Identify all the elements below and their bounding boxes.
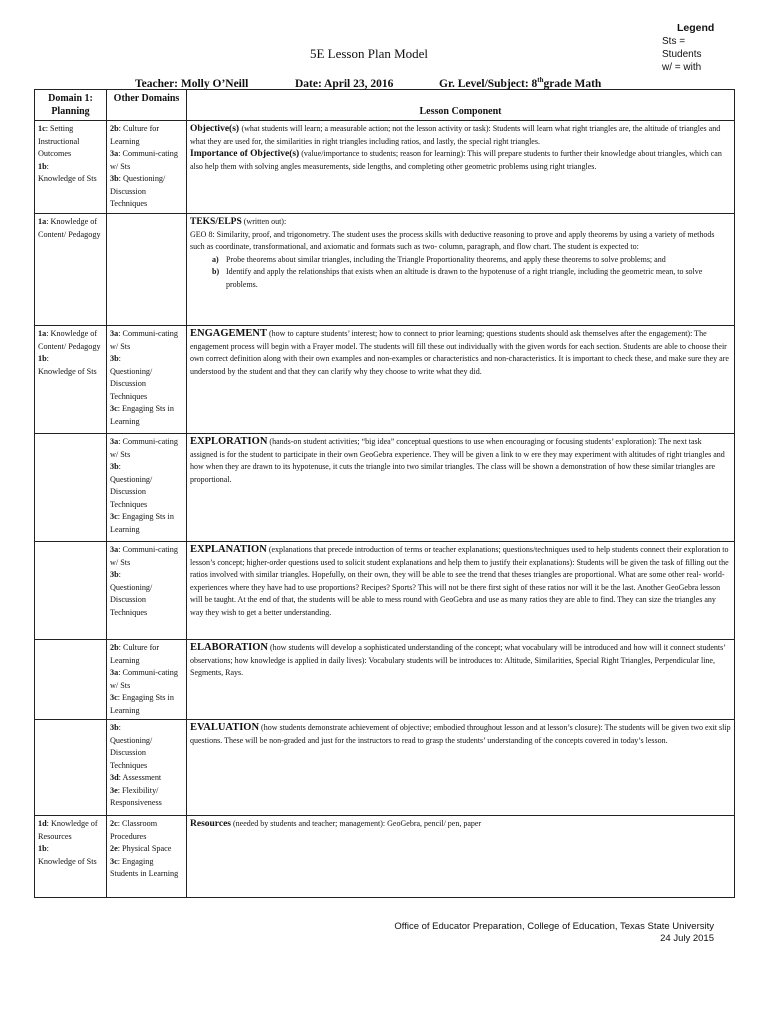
planning-domain-entry xyxy=(38,173,103,186)
exploration-description: (hands-on student activities; “big idea” conceptual questions to use when encouraging or focusing students’ exploration): xyxy=(267,437,657,446)
lesson-plan-table xyxy=(34,89,735,898)
domain-code: 3b xyxy=(110,723,119,732)
domains-cell xyxy=(107,542,187,640)
planning-cell xyxy=(35,640,107,720)
domain-code: 3a xyxy=(110,545,119,554)
importance-heading: Importance of Objective(s) xyxy=(190,149,300,159)
planning-domain-entry xyxy=(38,818,103,843)
domain-text: : Communi-cating w/ Sts xyxy=(110,329,178,351)
elaboration-text: Vocabulary students will be introduces to: Altitude, Similarities, Special Right Triangles, Perpendicular line, Segments, Rays. xyxy=(190,655,715,677)
planning-domain-entry xyxy=(38,161,103,174)
other-domain-entry xyxy=(110,366,183,404)
row-engagement xyxy=(35,326,735,434)
domain-text: : xyxy=(118,462,121,471)
teks-cell xyxy=(187,214,735,326)
planning-domain-entry xyxy=(38,216,103,241)
teks-heading: TEKS/ELPS xyxy=(190,217,242,227)
resources-text: GeoGebra, pencil/ pen, paper xyxy=(385,819,482,828)
other-domain-entry xyxy=(110,461,183,474)
domain-code: 3a xyxy=(110,329,119,338)
elaboration-cell xyxy=(187,640,735,720)
column-header-planning: Domain 1: Planning xyxy=(35,90,107,121)
planning-domain-entry xyxy=(38,328,103,353)
domain-text: : Questioning/ Discussion Techniques xyxy=(110,174,166,208)
domain-code: 2b xyxy=(110,124,119,133)
other-domain-entry xyxy=(110,403,183,428)
planning-domain-entry xyxy=(38,843,103,856)
other-domain-entry xyxy=(110,544,183,569)
evaluation-text: The students will be given two exit slip questions. These will be non-graded and just for the instructors to read to grasp the students’ understanding of the concepts covered in today’s lesson. xyxy=(190,723,731,745)
lesson-date: Date: April 23, 2016 xyxy=(295,77,394,90)
explanation-text: Students will be given the task of filling out the ratios involved with similar triangles. Hopefully, on their own, they will be able to see the trend that theses triangles are proportional. What are some other real- world- experiences where they have had to use proportions? Recipes? Sports? This will not be there first sight of these ratios nor will it be the last. Another GeoGebra lesson will be taught. At the end of that, the students will be able to mess round with GeoGebra and use as many ratios they are able to find. They can size the triangles any way they wish to get a better understanding. xyxy=(190,557,729,617)
domain-text: Knowledge of Sts xyxy=(38,856,97,866)
planning-cell xyxy=(35,326,107,434)
exploration-heading: EXPLORATION xyxy=(190,436,268,447)
exploration-text: The next task assigned is for the student to participate in their own GeoGebra experience. They will be given a link to w ere they may experiment with altitudes of right triangles and how when they are drawn to its hypotenuse, it cuts the triangle into two similar triangles. The class will be shown a demonstration of how these similar triangles are proportional. xyxy=(190,437,725,484)
planning-cell xyxy=(35,121,107,214)
domains-cell xyxy=(107,816,187,898)
teks-text: GEO 8: Similarity, proof, and trigonometry. The student uses the process skills with deductive reasoning to prove and apply theorems by using a variety of methods such as coordinate, transformational, and axiomatic and formats such as two- column, paragraph, and flow chart. The student is expected to: xyxy=(190,229,715,251)
domain-code: 1c xyxy=(38,124,46,133)
elaboration-heading: ELABORATION xyxy=(190,642,268,653)
domain-text: : Culture for Learning xyxy=(110,124,160,146)
grade-level xyxy=(439,76,601,90)
other-domain-entry xyxy=(110,569,183,582)
domain-text: : Knowledge of Content/ Pedagogy xyxy=(38,329,101,351)
teacher-name: Teacher: Molly O’Neill xyxy=(135,77,249,90)
domain-code: 3a xyxy=(110,437,119,446)
domain-code: 1b xyxy=(38,844,47,853)
other-domain-entry xyxy=(110,173,183,211)
domain-code: 3e xyxy=(110,785,118,795)
domain-code: 1a xyxy=(38,217,47,226)
domain-code: 2c xyxy=(110,819,118,828)
other-domain-entry xyxy=(110,843,183,856)
domain-text: : Engaging Students in Learning xyxy=(110,856,179,878)
explanation-heading: EXPLANATION xyxy=(190,544,267,555)
grade-suffix: grade Math xyxy=(543,77,602,90)
domain-text: : Communi-cating w/ Sts xyxy=(110,437,178,459)
grade-prefix: Gr. Level/Subject: 8 xyxy=(439,77,538,90)
evaluation-cell xyxy=(187,720,735,816)
objective-description: (what students will learn; a measurable action; not the lesson activity or task): xyxy=(241,124,491,133)
teks-item-marker: a) xyxy=(212,254,219,264)
domain-text: Questioning/ Discussion Techniques xyxy=(110,582,153,617)
footer-date: 24 July 2015 xyxy=(660,933,714,944)
domain-code: 3b xyxy=(110,570,119,579)
domain-code: 3d xyxy=(110,773,119,782)
teks-item-text: Identify and apply the relationships that exists when an altitude is drawn to the hypotenuse of a right triangle, including the geometric mean, to solve problems. xyxy=(226,267,703,289)
domain-text: : xyxy=(118,570,121,579)
teks-item-marker: b) xyxy=(212,267,220,276)
other-domain-entry xyxy=(110,328,183,353)
domain-text: : Communi-cating w/ Sts xyxy=(110,668,178,690)
domain-code: 3c xyxy=(110,512,118,521)
domain-text: Questioning/ Discussion Techniques xyxy=(110,366,153,401)
column-header-other-domains: Other Domains xyxy=(107,90,187,121)
domain-code: 1d xyxy=(38,819,47,828)
domain-text: : xyxy=(118,723,121,732)
domain-text: : Communi-cating w/ Sts xyxy=(110,545,178,567)
domains-cell xyxy=(107,720,187,816)
legend-title: Legend xyxy=(677,22,715,34)
grade-sup: th xyxy=(537,76,544,84)
teks-list xyxy=(190,254,731,292)
domains-cell xyxy=(107,434,187,542)
domain-code: 3b xyxy=(110,174,119,183)
domain-text: : xyxy=(118,354,121,363)
importance-text: This will prepare students to further their knowledge about triangles, which can also help them with solving angles measurements, side lengths, and completing other geometric problems using right triangles. xyxy=(190,149,722,171)
other-domain-entry xyxy=(110,667,183,692)
planning-domain-entry xyxy=(38,366,103,379)
footer xyxy=(394,921,714,945)
row-evaluation xyxy=(35,720,735,816)
domain-text: : Communi-cating w/ Sts xyxy=(110,149,178,171)
domain-code: 1b xyxy=(38,354,47,363)
engagement-heading: ENGAGEMENT xyxy=(190,328,268,339)
domain-text: : Engaging Sts in Learning xyxy=(110,693,174,715)
evaluation-description: (how students demonstrate achievement of objective; embodied throughout lesson and at lesson’s closure): xyxy=(259,723,603,732)
legend-line: Students xyxy=(662,49,702,60)
importance-description: (value/importance to students; reason for learning): xyxy=(299,149,466,158)
domain-text: Knowledge of Sts xyxy=(38,366,97,376)
other-domain-entry xyxy=(110,772,183,785)
exploration-cell xyxy=(187,434,735,542)
planning-cell xyxy=(35,720,107,816)
domain-text: : Setting Instructional Outcomes xyxy=(38,124,80,158)
other-domain-entry xyxy=(110,642,183,667)
other-domain-entry xyxy=(110,511,183,536)
resources-heading: Resources xyxy=(190,819,231,829)
planning-cell xyxy=(35,434,107,542)
planning-cell xyxy=(35,214,107,326)
domain-code: 3a xyxy=(110,149,119,158)
domain-text: : xyxy=(46,844,49,853)
domain-code: 3b xyxy=(110,354,119,363)
engagement-text: The engagement process will begin with a Frayer model. The students will fill these out individually with the given words for each section. Students are able to choose their own correct definition along with their own examples and non-examples or characteristics and non-characteristics. It is important to check these, and make sure they are understood by the student and that they can clarify why they choose to write what they did. xyxy=(190,329,729,376)
resources-cell xyxy=(187,816,735,898)
objective-heading: Objective(s) xyxy=(190,124,242,134)
other-domain-entry xyxy=(110,436,183,461)
teks-item xyxy=(212,266,731,291)
footer-institution: Office of Educator Preparation, College of Education, Texas State University xyxy=(394,921,714,932)
column-header-lesson-component: Lesson Component xyxy=(187,90,735,121)
domain-text: : Flexibility/ Responsiveness xyxy=(110,785,162,807)
domain-text: : Engaging Sts in Learning xyxy=(110,404,174,426)
row-resources xyxy=(35,816,735,898)
domain-text: : xyxy=(46,354,49,363)
domains-cell xyxy=(107,326,187,434)
row-objectives xyxy=(35,121,735,214)
domain-text: : xyxy=(46,161,49,171)
domain-code: 2e xyxy=(110,844,118,853)
domain-text: : Classroom Procedures xyxy=(110,819,158,841)
domain-text: : Physical Space xyxy=(117,844,172,853)
domains-cell xyxy=(107,640,187,720)
elaboration-description: (how students will develop a sophisticated understanding of the concept; what vocabulary will be introduced and how will it connect students’ observations; how knowledge is applied in daily lives): xyxy=(190,643,726,665)
teks-item xyxy=(212,254,731,267)
engagement-description: (how to capture students’ interest; how to connect to prior learning; questions students should ask themselves after the engagement): xyxy=(267,329,693,338)
document-title: 5E Lesson Plan Model xyxy=(309,46,429,61)
domain-text: : Engaging Sts in Learning xyxy=(110,512,174,534)
domain-code: 3a xyxy=(110,668,119,677)
legend-line: Sts = xyxy=(662,36,686,47)
domain-code: 1b xyxy=(38,161,47,171)
resources-description: (needed by students and teacher; management): xyxy=(230,819,386,828)
other-domain-entry xyxy=(110,582,183,620)
other-domain-entry xyxy=(110,148,183,173)
other-domain-entry xyxy=(110,353,183,366)
teks-item-text: Probe theorems about similar triangles, including the Triangle Proportionality theorems, and apply these theorems to solve problems; and xyxy=(226,254,666,264)
domain-text: Knowledge of Sts xyxy=(38,174,97,183)
other-domain-entry xyxy=(110,785,183,810)
objective-cell xyxy=(187,121,735,214)
planning-domain-entry xyxy=(38,123,103,161)
domain-code: 3c xyxy=(110,693,118,702)
planning-domain-entry xyxy=(38,856,103,869)
domain-text: : Knowledge of Content/ Pedagogy xyxy=(38,217,101,239)
other-domain-entry xyxy=(110,474,183,512)
domain-text: : Assessment xyxy=(118,773,162,782)
legend-line: w/ = with xyxy=(662,62,702,70)
teks-description: (written out): xyxy=(241,217,287,226)
lesson-header xyxy=(135,76,601,90)
domain-code: 3c xyxy=(110,856,118,866)
domain-code: 3b xyxy=(110,462,119,471)
domain-code: 2b xyxy=(110,643,119,652)
other-domain-entry xyxy=(110,692,183,717)
domain-code: 3c xyxy=(110,404,118,413)
domain-text: : Knowledge of Resources xyxy=(38,819,98,841)
planning-domain-entry xyxy=(38,353,103,366)
domains-cell xyxy=(107,214,187,326)
explanation-description: (explanations that precede introduction of terms or teacher explanations; questions/techniques used to help students connect their exploration to lesson’s concept; higher-order questions used to solicit student explanations and help them to justify their explanations): xyxy=(190,545,729,567)
other-domain-entry xyxy=(110,856,183,881)
domain-text: : Culture for Learning xyxy=(110,643,160,665)
domain-text: Questioning/ Discussion Techniques xyxy=(110,474,153,509)
row-exploration xyxy=(35,434,735,542)
row-teks xyxy=(35,214,735,326)
other-domain-entry xyxy=(110,123,183,148)
domains-cell xyxy=(107,121,187,214)
explanation-cell xyxy=(187,542,735,640)
objective-text: Students will learn what right triangles are, the altitude of triangles and what they are used for, the similarities in right triangles including ratios, and lastly, the special right triangles. xyxy=(190,124,721,146)
domain-text: Questioning/ Discussion Techniques xyxy=(110,735,153,770)
evaluation-heading: EVALUATION xyxy=(190,722,260,733)
row-explanation xyxy=(35,542,735,640)
planning-cell xyxy=(35,542,107,640)
row-elaboration xyxy=(35,640,735,720)
engagement-cell xyxy=(187,326,735,434)
other-domain-entry xyxy=(110,735,183,773)
planning-cell xyxy=(35,816,107,898)
other-domain-entry xyxy=(110,818,183,843)
domain-code: 1a xyxy=(38,329,47,338)
other-domain-entry xyxy=(110,722,183,735)
